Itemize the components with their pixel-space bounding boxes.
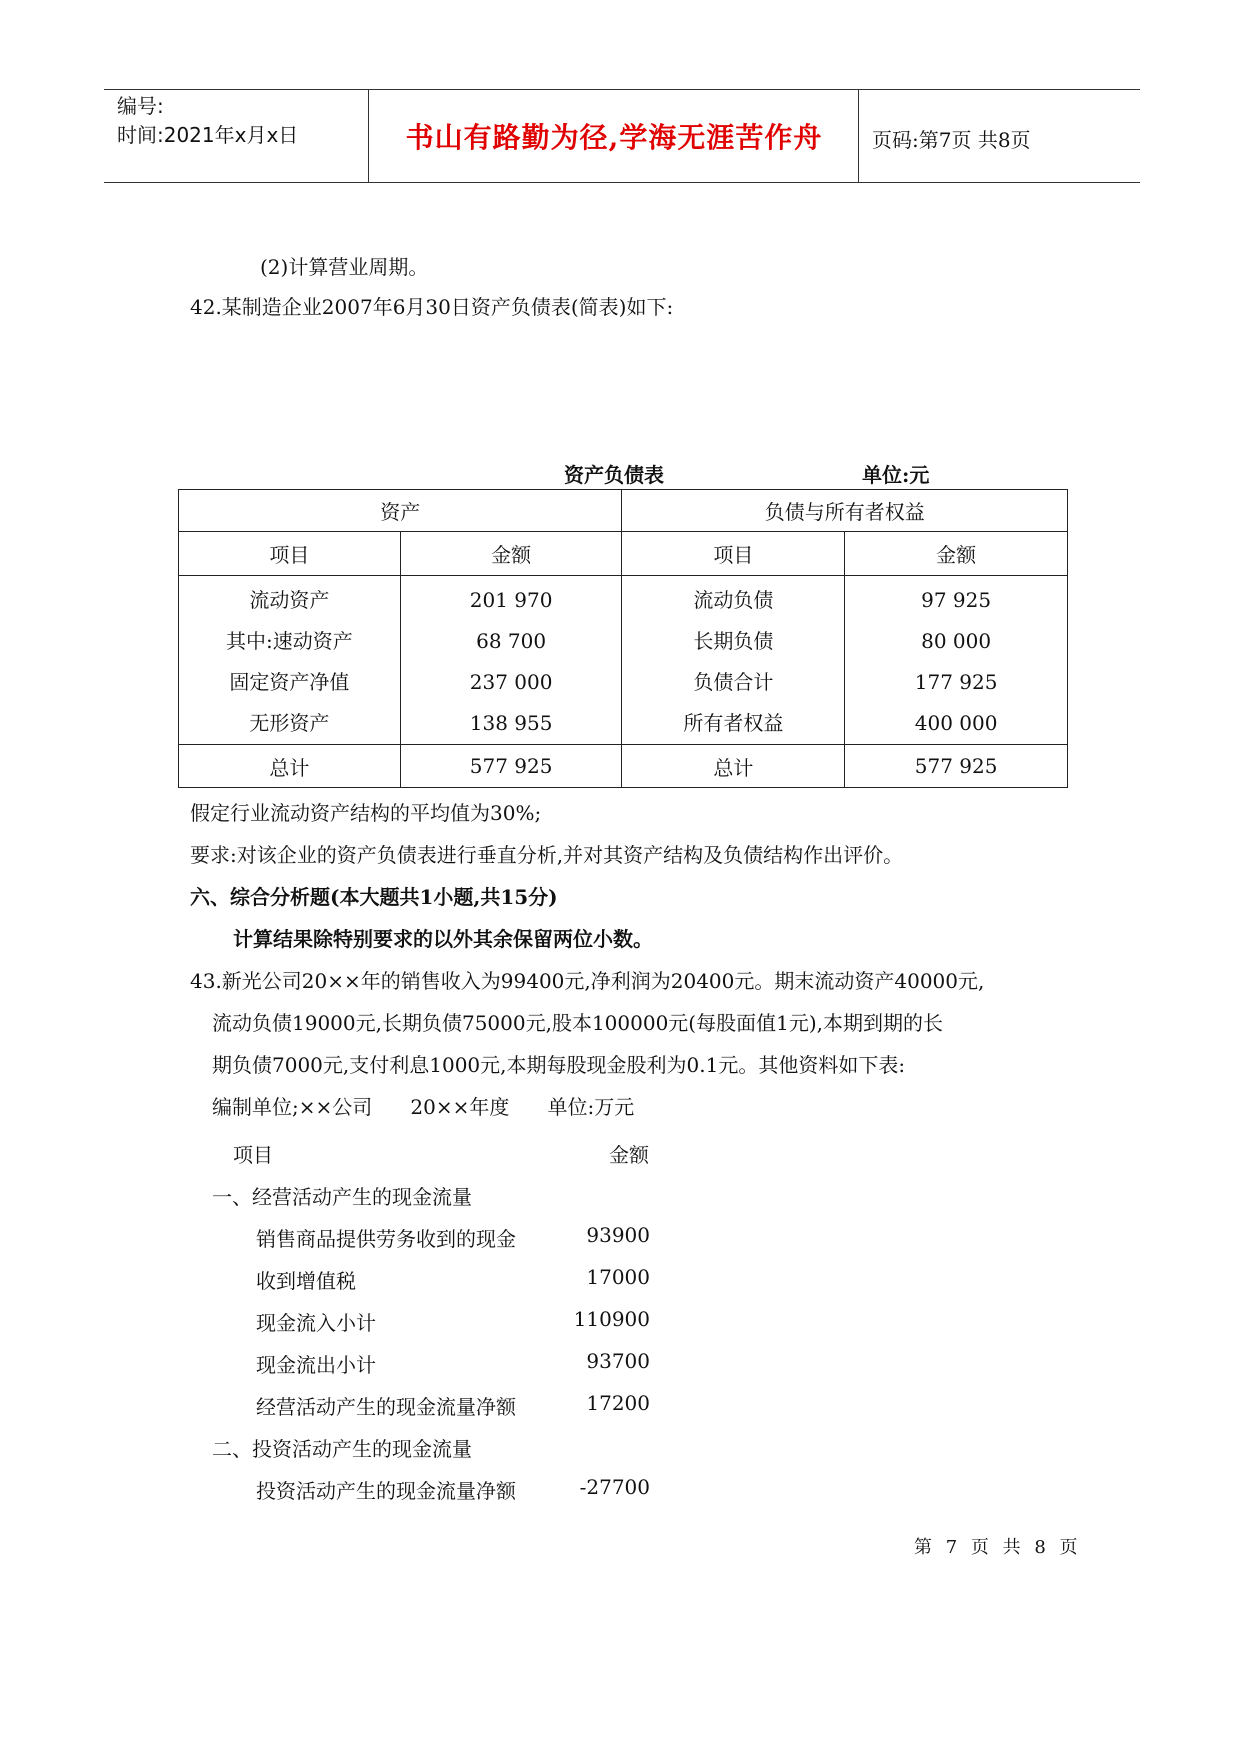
total-label: 总计 bbox=[622, 745, 845, 788]
cashflow-unit-line: 编制单位;××公司 20××年度 单位:万元 bbox=[212, 1095, 635, 1119]
cashflow-row-label: 投资活动产生的现金流量净额 bbox=[256, 1479, 516, 1503]
right-amounts-cell bbox=[845, 576, 1068, 745]
cashflow-row-label: 销售商品提供劳务收到的现金 bbox=[256, 1227, 516, 1251]
page-footer: 第 7 页 共 8 页 bbox=[914, 1537, 1082, 1558]
header-motto: 书山有路勤为径,学海无涯苦作舟 bbox=[405, 121, 823, 154]
table-cell: 201 970 bbox=[469, 588, 553, 612]
table-cell: 流动负债 bbox=[693, 588, 774, 612]
assumption-text: 假定行业流动资产结构的平均值为30%; bbox=[190, 801, 542, 825]
section-6-heading: 六、综合分析题(本大题共1小题,共15分) bbox=[190, 885, 558, 909]
table-cell: 流动资产 bbox=[249, 588, 330, 612]
table-cell: 负债合计 bbox=[693, 670, 774, 694]
header-page-label: 页码:第7页 共8页 bbox=[872, 128, 1031, 152]
col-header-item: 项目 bbox=[622, 532, 845, 576]
cashflow-row-label: 一、经营活动产生的现金流量 bbox=[212, 1185, 472, 1209]
cashflow-row-label: 现金流出小计 bbox=[256, 1353, 376, 1377]
col-header-item: 项目 bbox=[179, 532, 401, 576]
section-6-note: 计算结果除特别要求的以外其余保留两位小数。 bbox=[233, 927, 653, 951]
question-43-line2: 流动负债19000元,长期负债75000元,股本100000元(每股面值1元),本期到期的长 bbox=[212, 1011, 943, 1035]
table-cell: 长期负债 bbox=[693, 629, 774, 653]
cashflow-row-value: 110900 bbox=[573, 1307, 650, 1331]
cashflow-row-label: 二、投资活动产生的现金流量 bbox=[212, 1437, 472, 1461]
table-cell: 其中:速动资产 bbox=[225, 629, 353, 653]
total-assets: 577 925 bbox=[400, 745, 622, 788]
group-header-assets: 资产 bbox=[179, 490, 622, 532]
header-top-rule bbox=[104, 89, 1140, 90]
question-41-part2: (2)计算营业周期。 bbox=[260, 255, 429, 279]
table-cell: 237 000 bbox=[469, 670, 553, 694]
cashflow-row-value: 17000 bbox=[586, 1265, 650, 1289]
total-liabilities-equity: 577 925 bbox=[845, 745, 1068, 788]
header-meta bbox=[117, 92, 298, 150]
col-header-amount: 金额 bbox=[845, 532, 1068, 576]
table-cell: 68 700 bbox=[476, 629, 547, 653]
col-header-amount: 金额 bbox=[400, 532, 622, 576]
table-cell: 所有者权益 bbox=[683, 711, 784, 735]
cashflow-col-item: 项目 bbox=[233, 1143, 273, 1167]
cashflow-row-value: 17200 bbox=[586, 1391, 650, 1415]
header-bottom-rule bbox=[104, 182, 1140, 183]
left-items-cell bbox=[179, 576, 401, 745]
left-amounts-cell bbox=[400, 576, 622, 745]
right-items-cell bbox=[622, 576, 845, 745]
table-cell: 97 925 bbox=[921, 588, 992, 612]
table-cell: 固定资产净值 bbox=[229, 670, 350, 694]
table-cell: 400 000 bbox=[914, 711, 998, 735]
table-title: 资产负债表 bbox=[564, 463, 664, 487]
question-43-line3: 期负债7000元,支付利息1000元,本期每股现金股利为0.1元。其他资料如下表: bbox=[212, 1053, 906, 1077]
cashflow-row-label: 经营活动产生的现金流量净额 bbox=[256, 1395, 516, 1419]
table-cell: 80 000 bbox=[921, 629, 992, 653]
table-cell: 138 955 bbox=[469, 711, 553, 735]
cashflow-row-label: 现金流入小计 bbox=[256, 1311, 376, 1335]
requirement-text: 要求:对该企业的资产负债表进行垂直分析,并对其资产结构及负债结构作出评价。 bbox=[190, 843, 904, 867]
cashflow-row-value: 93900 bbox=[586, 1223, 650, 1247]
table-unit: 单位:元 bbox=[862, 463, 930, 487]
balance-sheet-table bbox=[178, 489, 1068, 788]
question-42-text: 42.某制造企业2007年6月30日资产负债表(简表)如下: bbox=[190, 295, 674, 319]
document-number-label: 编号: bbox=[117, 94, 164, 118]
total-label: 总计 bbox=[179, 745, 401, 788]
table-cell: 无形资产 bbox=[249, 711, 330, 735]
cashflow-col-amount: 金额 bbox=[609, 1143, 649, 1167]
document-time-label: 时间:2021年x月x日 bbox=[117, 123, 299, 147]
table-cell: 177 925 bbox=[914, 670, 998, 694]
group-header-liabilities-equity: 负债与所有者权益 bbox=[622, 490, 1068, 532]
cashflow-row-value: -27700 bbox=[579, 1475, 650, 1499]
cashflow-row-value: 93700 bbox=[586, 1349, 650, 1373]
cashflow-row-label: 收到增值税 bbox=[256, 1269, 356, 1293]
question-43-line1: 43.新光公司20××年的销售收入为99400元,净利润为20400元。期末流动资产40000元, bbox=[190, 969, 985, 993]
